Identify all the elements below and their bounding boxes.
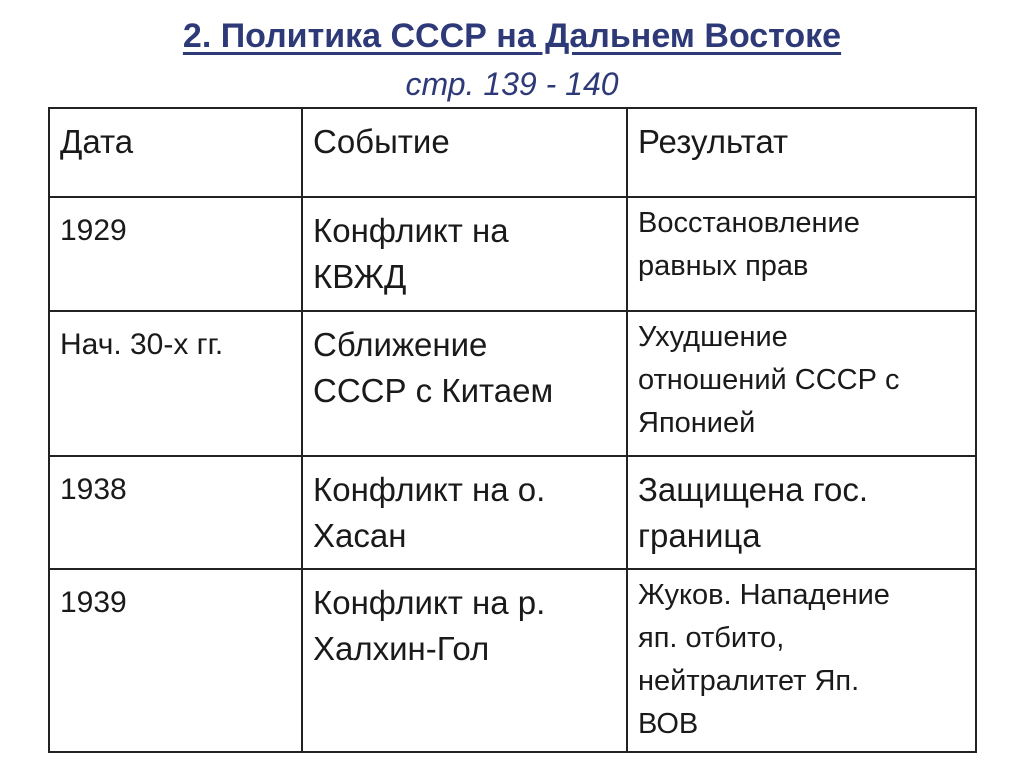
row-date: 1939: [49, 569, 302, 752]
row-date: Нач. 30-х гг.: [49, 311, 302, 456]
result-line: яп. отбито,: [638, 622, 785, 654]
event-line: КВЖД: [313, 258, 407, 295]
row-date: 1929: [49, 197, 302, 311]
event-line: Сближение: [313, 326, 488, 363]
result-line: граница: [638, 517, 761, 554]
events-table: [48, 107, 977, 753]
result-line: Защищена гос.: [638, 471, 869, 508]
result-line: равных прав: [638, 250, 809, 282]
event-line: Конфликт на р.: [313, 584, 546, 621]
table-header-row: [49, 108, 976, 197]
event-line: СССР с Китаем: [313, 372, 554, 409]
row-event: [302, 311, 627, 456]
event-line: Конфликт на о.: [313, 471, 546, 508]
event-line: Хасан: [313, 517, 407, 554]
result-line: отношений СССР с: [638, 364, 900, 396]
row-result: [627, 197, 976, 311]
event-line: Конфликт на: [313, 212, 509, 249]
table-row: [49, 456, 976, 569]
row-result: [627, 456, 976, 569]
slide-title: [0, 14, 1024, 58]
event-line: Халхин-Гол: [313, 630, 490, 667]
page-reference: стр. 139 - 140: [405, 66, 619, 102]
result-line: ВОВ: [638, 708, 699, 740]
header-event: Событие: [302, 108, 627, 197]
header-date: Дата: [49, 108, 302, 197]
table-row: [49, 311, 976, 456]
page-title: 2. Политика СССР на Дальнем Востоке: [182, 17, 842, 55]
row-event: [302, 456, 627, 569]
result-line: Восстановление: [638, 207, 860, 239]
row-result: [627, 569, 976, 752]
row-event: [302, 569, 627, 752]
result-line: Японией: [638, 407, 756, 439]
table-row: [49, 569, 976, 752]
header-result: Результат: [627, 108, 976, 197]
row-event: [302, 197, 627, 311]
result-line: Ухудшение: [638, 321, 788, 353]
table-row: [49, 197, 976, 311]
result-line: нейтралитет Яп.: [638, 665, 860, 697]
row-date: 1938: [49, 456, 302, 569]
row-result: [627, 311, 976, 456]
result-line: Жуков. Нападение: [638, 579, 890, 611]
